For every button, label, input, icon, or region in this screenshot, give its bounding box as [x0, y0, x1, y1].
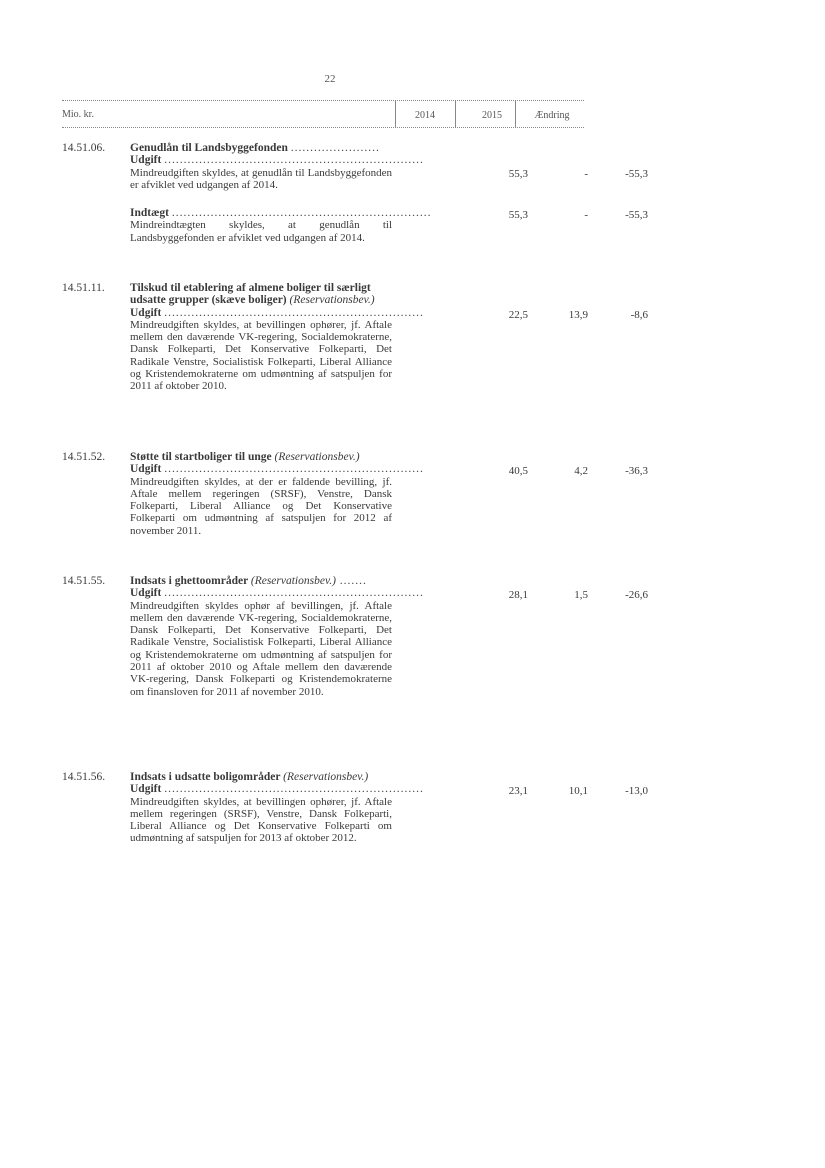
line-item-description: Mindreudgiften skyldes, at der er faldende bevilling, jf. Aftale mellem regeringen (SRSF), Venstre, Dansk Folkeparti, Liberal Alliance og Det Konservative Folkeparti om udmøntning af satspuljen for 2012 af november 2011. — [130, 475, 392, 537]
line-item-description: Mindreudgiften skyldes ophør af bevillingen, jf. Aftale mellem den daværende VK-regering, Socialdemokraterne, Dansk Folkeparti, Det Konservative Folkeparti, Det Radikale Venstre, Socialistisk Folkeparti, Liberal Alliance og Kristendemokraterne om udmøntning af satspuljen for 2011 af oktober 2010 og Aftale mellem den daværende VK-regering, Dansk Folkeparti og Kristendemokraterne om finansloven for 2011 af november 2010. — [130, 599, 392, 698]
value-change: -36,3 — [625, 465, 648, 478]
line-item — [130, 587, 648, 698]
entry-title: Indsats i udsatte boligområder (Reservationsbev.) — [130, 771, 369, 783]
value-change: -55,3 — [625, 168, 648, 181]
account-code: 14.51.06. — [62, 142, 106, 154]
value-2015: - — [584, 209, 588, 222]
budget-entry — [62, 451, 648, 537]
value-2014: 23,1 — [508, 785, 528, 798]
line-item-label: Indtægt ................................................................... — [130, 207, 432, 220]
value-2015: 1,5 — [574, 589, 588, 602]
line-item-label: Udgift ................................................................... — [130, 463, 424, 476]
value-change: -26,6 — [625, 589, 648, 602]
value-change: -13,0 — [625, 785, 648, 798]
line-item-description: Mindreudgiften skyldes, at bevillingen ophører, jf. Aftale mellem den daværende VK-regering, Socialdemokraterne, Dansk Folkeparti, Det Konservative Folkeparti, Det Radikale Venstre, Socialistisk Folkeparti, Liberal Alliance og Kristendemokraterne om udmøntning af satspuljen for 2011 af oktober 2010. — [130, 318, 392, 393]
column-divider — [455, 101, 456, 127]
entry-title: Indsats i ghettoområder (Reservationsbev.) ....... — [130, 575, 367, 587]
line-item — [130, 783, 648, 845]
line-item-label: Udgift ................................................................... — [130, 587, 424, 600]
value-2014: 28,1 — [508, 589, 528, 602]
line-item-description: Mindreindtægten skyldes, at genudlån til Landsbyggefonden er afviklet ved udgangen af 2014. — [130, 219, 392, 244]
page-number: 22 — [324, 73, 336, 85]
header-change: Ændring — [534, 110, 570, 121]
account-code: 14.51.52. — [62, 451, 106, 463]
entry-title: Tilskud til etablering af almene boliger til særligt udsatte grupper (skæve boliger) (Reservationsbev.) — [130, 282, 375, 307]
line-item-label: Udgift ................................................................... — [130, 306, 424, 319]
line-item — [130, 463, 648, 537]
line-item — [130, 306, 648, 393]
value-2015: - — [584, 168, 588, 181]
value-2015: 4,2 — [574, 465, 588, 478]
table-header — [62, 100, 584, 128]
value-2014: 55,3 — [508, 168, 528, 181]
line-item-description: Mindreudgiften skyldes, at bevillingen ophører, jf. Aftale mellem regeringen (SRSF), Venstre, Dansk Folkeparti, Liberal Alliance og Det Konservative Folkeparti om udmøntning af satspuljen for 2013 af oktober 2012. — [130, 795, 392, 845]
line-item-label: Udgift ................................................................... — [130, 154, 424, 167]
line-item-description: Mindreudgiften skyldes, at genudlån til Landsbyggefonden er afviklet ved udgangen af 2014. — [130, 166, 392, 191]
value-change: -8,6 — [630, 308, 648, 321]
header-2014: 2014 — [415, 110, 435, 121]
budget-entry — [62, 575, 648, 698]
line-item — [130, 154, 648, 191]
budget-entry — [62, 282, 648, 393]
value-2015: 13,9 — [568, 308, 588, 321]
line-item — [130, 207, 648, 244]
value-change: -55,3 — [625, 209, 648, 222]
value-2015: 10,1 — [568, 785, 588, 798]
unit-label: Mio. kr. — [62, 109, 94, 120]
account-code: 14.51.11. — [62, 282, 105, 294]
account-code: 14.51.55. — [62, 575, 106, 587]
entry-title: Støtte til startboliger til unge (Reservationsbev.) — [130, 451, 360, 463]
value-2014: 55,3 — [508, 209, 528, 222]
entry-title: Genudlån til Landsbyggefonden ....................... — [130, 142, 380, 154]
account-code: 14.51.56. — [62, 771, 106, 783]
value-2014: 40,5 — [508, 465, 528, 478]
budget-entry — [62, 771, 648, 845]
value-2014: 22,5 — [508, 308, 528, 321]
line-item-label: Udgift ................................................................... — [130, 783, 424, 796]
budget-entry — [62, 142, 648, 244]
header-2015: 2015 — [482, 110, 502, 121]
